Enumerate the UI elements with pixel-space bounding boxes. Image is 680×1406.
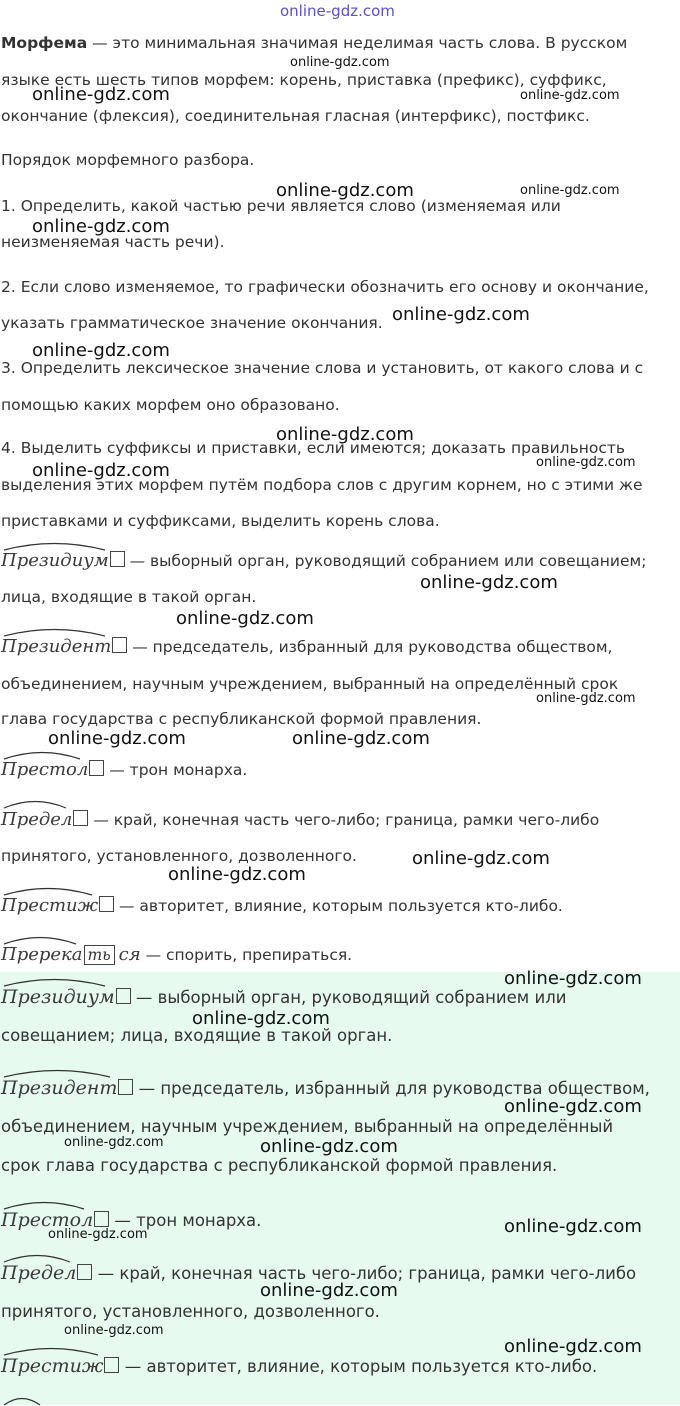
step-4-line-3: приставками и суффиксами, выделить корень слова. [1,512,440,530]
watermark: online-gdz.com [48,1227,148,1242]
word-2-def-line-3: глава государства с республиканской формой правления. [1,710,482,728]
intro-line-2: языке есть шесть типов морфем: корень, приставка (префикс), суффикс, [1,71,607,89]
ending-box [116,988,131,1004]
order-title: Порядок морфемного разбора. [1,151,255,169]
green-word-2-def: — председатель, избранный для руководства обществом, [133,1079,650,1098]
word-5-entry [1,896,563,916]
word-2-def: — председатель, избранный для руководства обществом, [127,638,613,656]
green-word-1-def-line-2: совещанием; лица, входящие в такой орган. [1,1026,393,1045]
ending-box [77,1264,92,1280]
step-2-line-1: 2. Если слово изменяемое, то графически обозначить его основу и окончание, [1,278,649,296]
word-2-def-line-2: объединением, научным учреждением, выбранный на определённый срок [1,675,619,693]
word-4-def: — край, конечная часть чего-либо; граница, рамки чего-либо [88,811,600,829]
root-arc [2,797,68,809]
ending-box [94,1211,109,1227]
intro-line-3: окончание (флексия), соединительная гласная (интерфикс), постфикс. [1,107,590,125]
watermark: online-gdz.com [32,216,170,237]
step-4-line-1: 4. Выделить суффиксы и приставки, если имеются; доказать правильность [1,439,626,457]
watermark: online-gdz.com [504,1216,642,1237]
watermark: online-gdz.com [520,183,620,198]
word-prerekatsya-stem: Пререка [1,944,83,965]
watermark: online-gdz.com [292,728,430,749]
step-3-line-2: помощью каких морфем оно образовано. [1,396,340,414]
watermark: online-gdz.com [536,691,636,706]
green-word-3-def: — трон монарха. [109,1211,262,1230]
ending-box [99,896,114,912]
word-prestol: Престол [1,1209,94,1231]
word-6-def: — спорить, препираться. [140,946,353,964]
watermark: online-gdz.com [64,1323,164,1338]
watermark: online-gdz.com [32,340,170,361]
word-4-entry [1,810,599,830]
watermark: online-gdz.com [32,84,170,105]
word-predel: Предел [1,809,73,830]
word-1-def: — выборный орган, руководящий собранием или совещанием; [124,552,647,570]
green-word-5-def: — авторитет, влияние, которым пользуется кто-либо. [119,1357,598,1376]
watermark: online-gdz.com [260,1280,398,1301]
step-1-line-1: 1. Определить, какой частью речи является слово (изменяемая или [1,197,561,215]
step-1-line-2: неизменяемая часть речи). [1,233,225,251]
watermark: online-gdz.com [504,1096,642,1117]
step-3-line-1: 3. Определить лексическое значение слова и установить, от какого слова и с [1,359,644,377]
watermark: online-gdz.com [520,88,620,103]
word-2-entry [1,637,612,657]
ending-box-filled: ть [84,945,115,965]
watermark: online-gdz.com [276,180,414,201]
green-word-2-def-line-3: срок глава государства с республиканской формой правления. [1,1156,558,1175]
term-morpheme: Морфема [1,34,88,52]
word-3-def: — трон монарха. [104,761,248,779]
green-word-2-def-line-2: объединением, научным учреждением, выбранный на определённый [1,1117,614,1136]
root-arc [2,1394,42,1406]
watermark: online-gdz.com [32,460,170,481]
postfix: ся [118,944,141,965]
watermark: online-gdz.com [192,1008,330,1029]
word-prestizh: Престиж [1,895,99,916]
ending-box [73,810,88,826]
green-word-1-def: — выборный орган, руководящий собранием или [130,988,567,1007]
word-3-entry [1,760,247,780]
watermark: online-gdz.com [536,455,636,470]
green-word-4-def: — край, конечная часть чего-либо; граница, рамки чего-либо [92,1264,637,1283]
watermark-top: online-gdz.com [280,2,395,20]
watermark: online-gdz.com [504,968,642,989]
watermark: online-gdz.com [276,424,414,445]
watermark: online-gdz.com [504,1336,642,1357]
word-1-entry [1,551,646,571]
intro-line-1 [1,33,627,53]
watermark: online-gdz.com [420,572,558,593]
word-5-def: — авторитет, влияние, которым пользуется кто-либо. [114,897,563,915]
ending-box [104,1357,119,1373]
green-word-5-entry [1,1356,597,1377]
green-word-4-def-line-2: принятого, установленного, дозволенного. [1,1302,380,1321]
word-president: Президент [1,1077,118,1099]
ending-box [118,1079,133,1095]
watermark: online-gdz.com [176,608,314,629]
word-1-def-line-2: лица, входящие в такой орган. [1,588,257,606]
word-president: Президент [1,636,112,657]
step-2-line-2: указать грамматическое значение окончания. [1,314,383,332]
green-word-1-entry [1,987,567,1008]
word-4-def-line-2: принятого, установленного, дозволенного. [1,847,357,865]
step-4-line-2: выделения этих морфем путём подбора слов с другим корнем, но с этими же [1,476,643,494]
watermark: online-gdz.com [48,728,186,749]
watermark: online-gdz.com [412,848,550,869]
watermark: online-gdz.com [290,55,390,70]
ending-box [89,760,104,776]
ending-box [112,637,127,653]
intro-line-1-text: — это минимальная значимая неделимая часть слова. В русском [87,34,628,52]
watermark: online-gdz.com [168,864,306,885]
word-prestizh: Престиж [1,1355,104,1377]
word-6-entry [1,945,352,965]
word-predel: Предел [1,1262,77,1284]
watermark: online-gdz.com [260,1136,398,1157]
watermark: online-gdz.com [392,304,530,325]
word-presidium: Президиум [1,986,115,1008]
word-presidium: Президиум [1,550,109,571]
ending-box [110,551,125,567]
word-prestol: Престол [1,759,89,780]
watermark: online-gdz.com [64,1135,164,1150]
